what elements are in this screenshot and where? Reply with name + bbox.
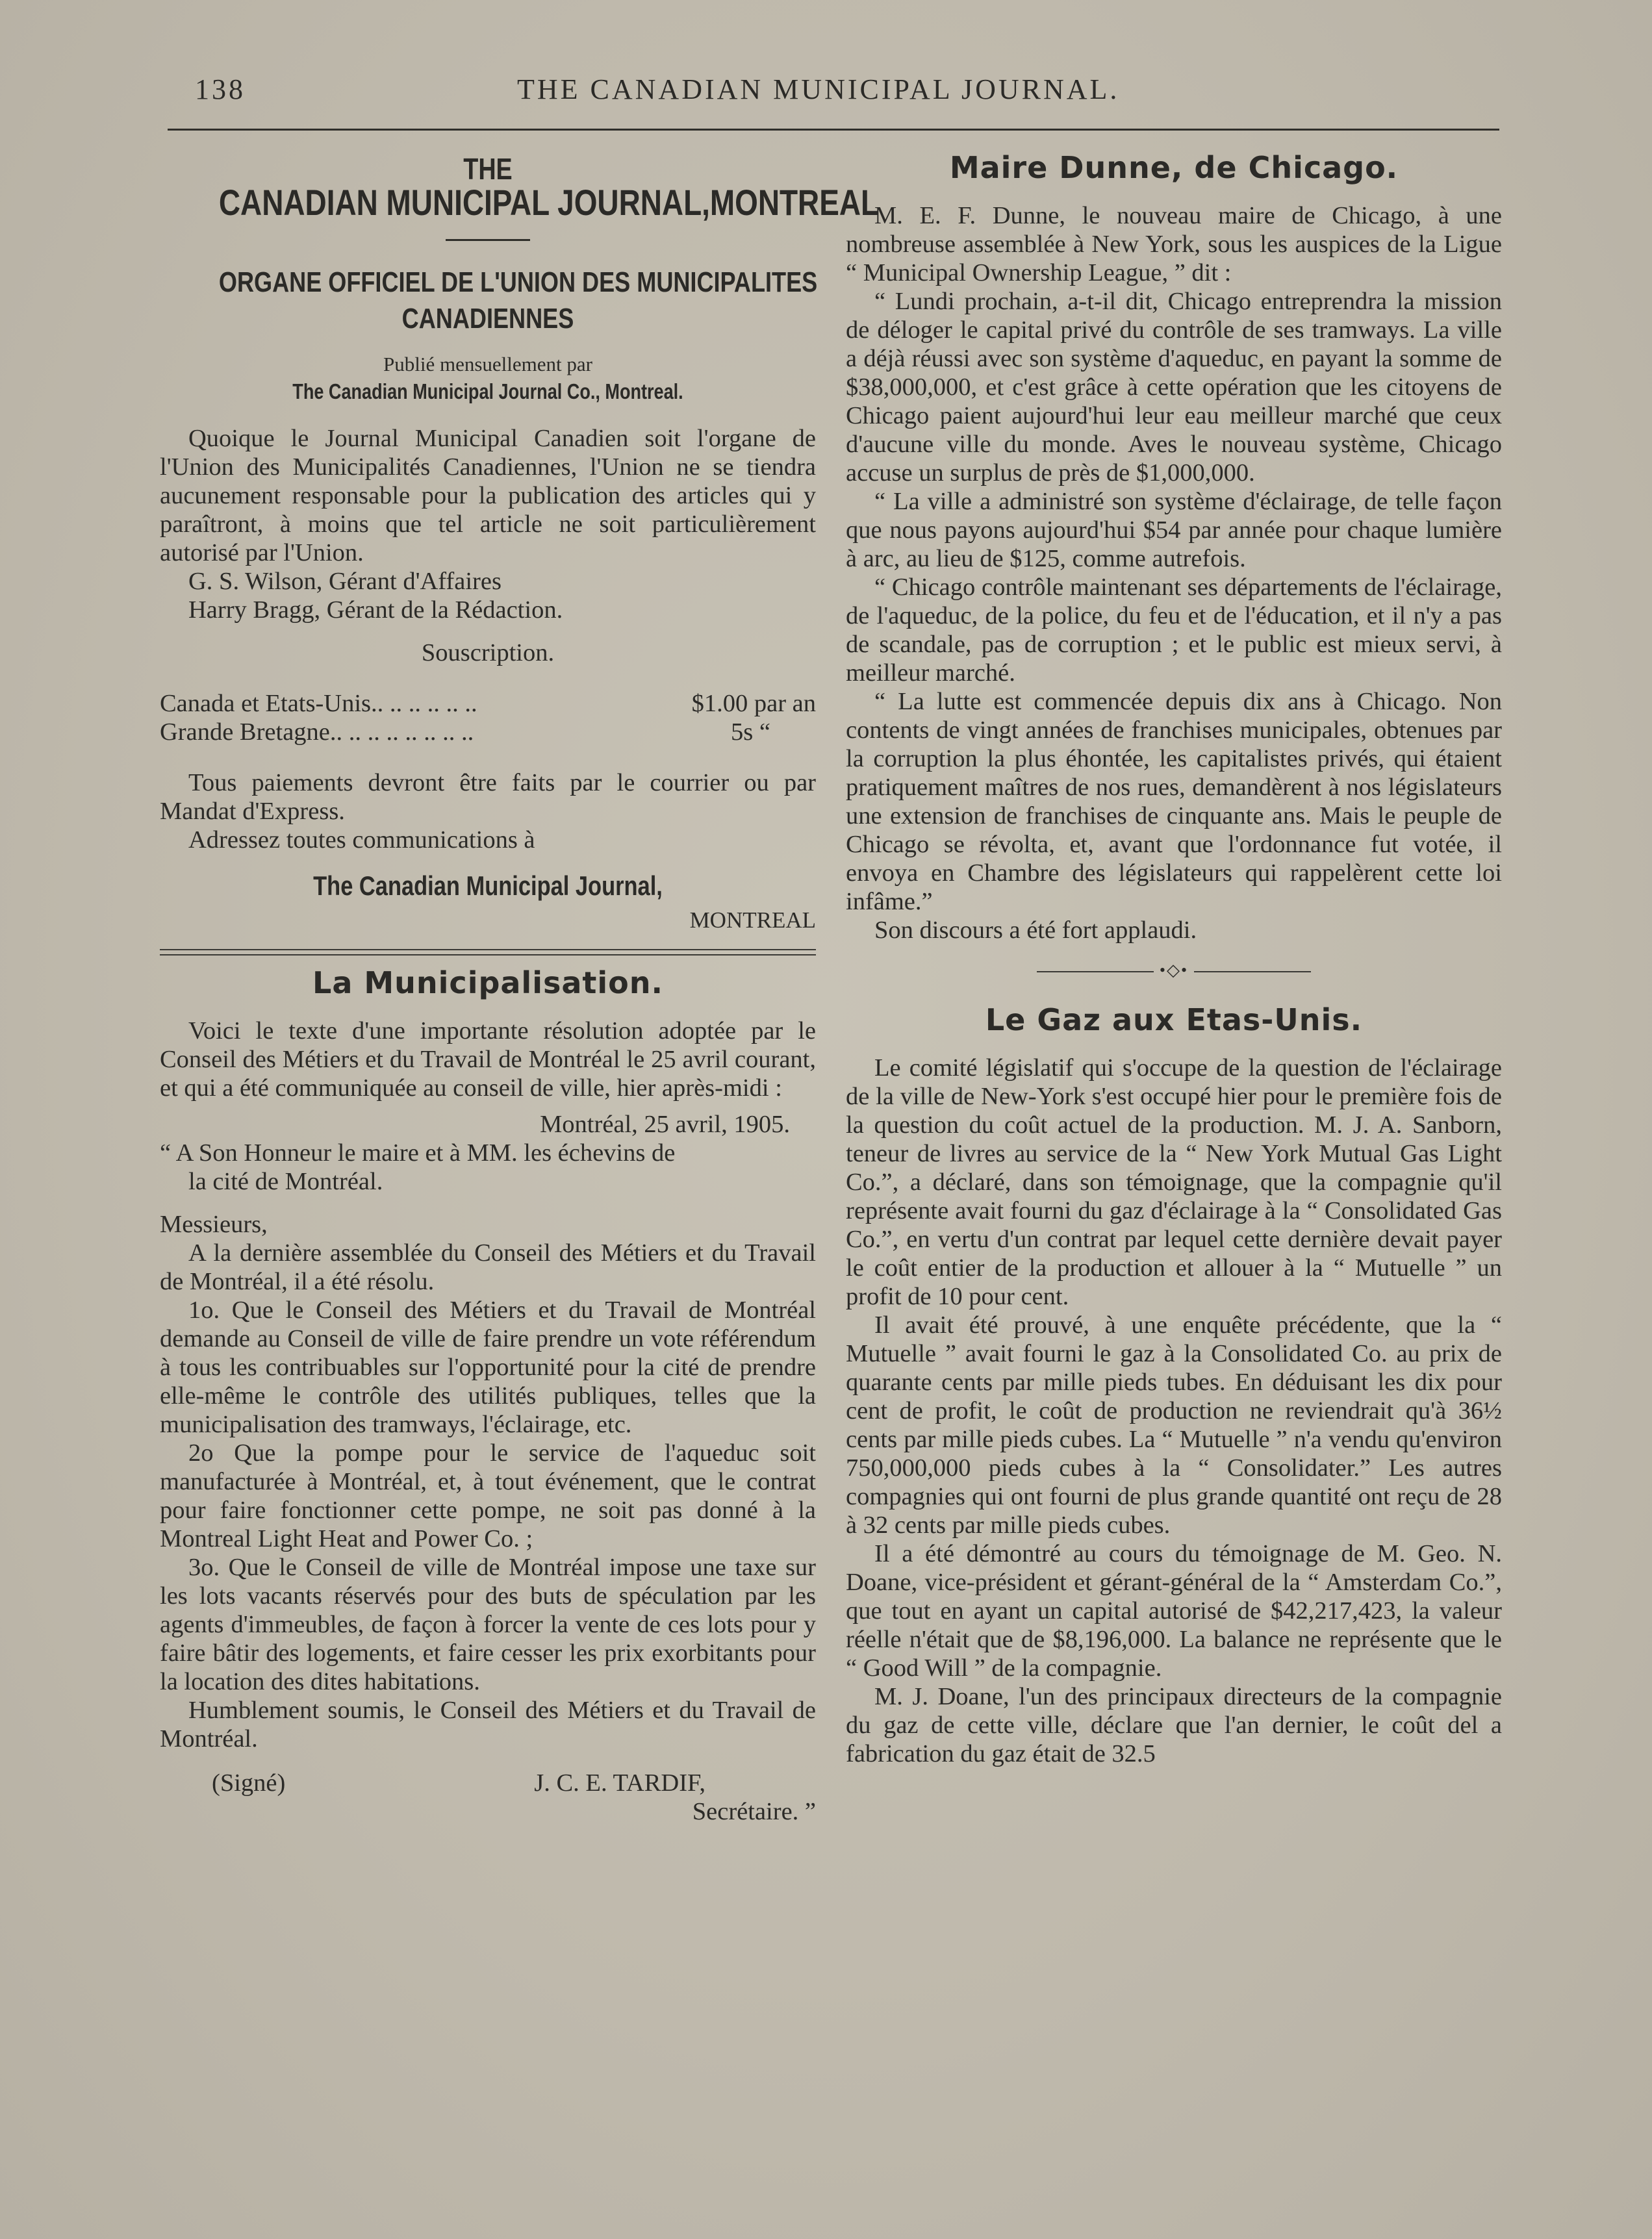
- ornament-glyph: •◇•: [1159, 961, 1189, 980]
- masthead-title: CANADIAN MUNICIPAL JOURNAL,MONTREAL: [218, 182, 880, 223]
- organ-line-2: CANADIENNES: [401, 303, 574, 335]
- gaz-p4: M. J. Doane, l'un des principaux directeurs de la compagnie du gaz de cette ville, déclare que l'an dernier, le coût del a fabrication du gaz était de 32.5: [846, 1683, 1502, 1767]
- dunne-p3: “ La ville a administré son système d'éclairage, de telle façon que nous payons aujourd'hui $54 par année pour chaque lumière à arc, au lieu de $125, comme autrefois.: [846, 488, 1502, 572]
- resolution-salutation-2: la cité de Montréal.: [188, 1168, 383, 1195]
- section-ornament: [846, 956, 1502, 985]
- resolution-salutation: “ A Son Honneur le maire et à MM. les échevins de: [160, 1139, 676, 1167]
- right-column: [846, 149, 1502, 1768]
- header-rule: [168, 129, 1499, 131]
- page-number: 138: [195, 73, 246, 105]
- gaz-p3: Il a été démontré au cours du témoignage de M. Geo. N. Doane, vice-président et gérant-général de la “ Amsterdam Co.”, que tout en ayant un capital autorisé de $42,217,423, la valeur réelle n'était que de $8,196,000. La balance ne représente que le “ Good Will ” de la compagnie.: [846, 1540, 1502, 1682]
- price-row-britain: [160, 718, 816, 746]
- left-column: [160, 149, 880, 1826]
- published-line: Publié mensuellement par: [383, 353, 592, 375]
- price-amount: $1.00 par an: [691, 690, 816, 717]
- masthead-rule: [446, 239, 530, 241]
- publisher-line: The Canadian Municipal Journal Co., Montreal.: [292, 379, 683, 403]
- organ-line-1: ORGANE OFFICIEL DE L'UNION DES MUNICIPALITES: [218, 266, 818, 298]
- dunne-p1: M. E. F. Dunne, le nouveau maire de Chicago, à une nombreuse assemblée à New York, sous les auspices de la Ligue “ Municipal Ownership League, ” dit :: [846, 202, 1502, 286]
- subscription-heading: Souscription.: [421, 639, 555, 666]
- address-name: The Canadian Municipal Journal,: [313, 870, 663, 901]
- ornament-line-right: [1194, 971, 1311, 972]
- signature-row: [160, 1769, 816, 1797]
- signer-name: J. C. E. TARDIF,: [534, 1769, 705, 1797]
- gaz-title: Le Gaz aux Etas-Unis.: [985, 1002, 1363, 1037]
- signer-title: Secrétaire. ”: [692, 1798, 816, 1825]
- masthead-the: THE: [463, 152, 513, 186]
- dunne-p2: “ Lundi prochain, a-t-il dit, Chicago entreprendra la mission de déloger le capital privé du contrôle de ses tramways. La ville a déjà réussi avec son système d'aqueduc, en payant la somme de $38,000,000, et c'est grâce à cette opération que les citoyens de Chicago paient aujourd'hui leur eau meilleur marché que ceux d'aucune ville du monde. Aves le nouveau système, Chicago accuse un surplus de près de $1,000,000.: [846, 288, 1502, 487]
- gaz-p2: Il avait été prouvé, à une enquête précédente, que la “ Mutuelle ” avait fourni le gaz à la Consolidated Co. au prix de quarante cents par mille pieds tubes. En déduisant les dix pour cent de profit, le coût de production ne reviendrait qu'à 36½ cents par mille pieds cubes. La “ Mutuelle ” n'a vendu qu'environ 750,000,000 pieds cubes à la “ Consolidater.” Les autres compagnies qui ont fourni de plus grande quantité ont reçu de 28 à 32 cents par mille pieds cubes.: [846, 1311, 1502, 1539]
- price-place: Canada et Etats-Unis.. .. .. .. .. ..: [160, 690, 477, 717]
- price-place: Grande Bretagne.. .. .. .. .. .. .. ..: [160, 718, 474, 746]
- gaz-p1: Le comité législatif qui s'occupe de la question de l'éclairage de la ville de New-York s'est occupé hier pour le première fois de la question du coût actuel de la production. M. J. A. Sanborn, teneur de livres au service de la “ New York Mutual Gas Light Co.”, a déclaré, dans son témoignage, que la compagnie qu'il représente avait fourni du gaz d'éclairage à la “ Consolidated Gas Co.”, en vertu d'un contrat par lequel cette dernière devait payer le coût entier de la production et allouer à la “ Mutuelle ” un profit de 10 pour cent.: [846, 1054, 1502, 1310]
- disclaimer-paragraph: Quoique le Journal Municipal Canadien soit l'organe de l'Union des Municipalités Canadiennes, l'Union ne se tiendra aucunement responsable pour la publication des articles qui y paraîtront, à moins que tel article ne soit particulièrement autorisé par l'Union.: [160, 425, 816, 566]
- ornament-line-left: [1037, 971, 1154, 972]
- municipalisation-intro: Voici le texte d'une importante résolution adoptée par le Conseil des Métiers et du Travail de Montréal le 25 avril courant, et qui a été communiquée au conseil de ville, hier après-midi :: [160, 1017, 816, 1102]
- municipalisation-title: La Municipalisation.: [312, 965, 663, 1000]
- resolution-p4: 3o. Que le Conseil de ville de Montréal impose une taxe sur les lots vacants réservés pour des buts de spéculation par les agents d'immeubles, de façon à forcer la vente de ces lots pour y faire bâtir des logements, et faire cesser les prix exorbitants pour la location des dites habitations.: [160, 1554, 816, 1695]
- dunne-p6: Son discours a été fort applaudi.: [874, 917, 1197, 944]
- resolution-p2: 1o. Que le Conseil des Métiers et du Travail de Montréal demande au Conseil de ville de faire prendre un vote référendum à tous les contribuables sur l'opportunité pour la cité de prendre elle-même le contrôle des utilités publiques, telles que la municipalisation des tramways, l'éclairage, etc.: [160, 1297, 816, 1438]
- dunne-p4: “ Chicago contrôle maintenant ses départements de l'éclairage, de l'aqueduc, de la police, du feu et de l'éducation, et il n'y a pas de scandale, pas de corruption ; et le public est mieux servi, à meilleur marché.: [846, 574, 1502, 687]
- resolution-dateline: Montréal, 25 avril, 1905.: [540, 1111, 790, 1138]
- section-double-rule: [160, 949, 816, 955]
- price-row-canada: [160, 689, 816, 718]
- running-title: THE CANADIAN MUNICIPAL JOURNAL.: [517, 73, 1120, 105]
- business-manager: G. S. Wilson, Gérant d'Affaires: [188, 568, 502, 595]
- signed-label: (Signé): [212, 1769, 286, 1797]
- resolution-messieurs: Messieurs,: [160, 1211, 268, 1238]
- address-intro: Adressez toutes communications à: [188, 826, 535, 854]
- running-header: [195, 73, 1488, 118]
- payment-paragraph: Tous paiements devront être faits par le courrier ou par Mandat d'Express.: [160, 769, 816, 825]
- editor-line: Harry Bragg, Gérant de la Rédaction.: [188, 596, 563, 624]
- price-amount: 5s “: [731, 718, 770, 746]
- resolution-p3: 2o Que la pompe pour le service de l'aqueduc soit manufacturée à Montréal, et, à tout événement, que le contrat pour faire fonctionner cette pompe, ne soit pas donné à la Montreal Light Heat and Power Co. ;: [160, 1439, 816, 1552]
- dunne-p5: “ La lutte est commencée depuis dix ans à Chicago. Non contents de vingt années de franchises municipales, obtenues par la corruption la plus éhontée, les capitalistes privés, qui étaient pratiquement maîtres de nos rues, demandèrent à nos législateurs une extension de franchises de cinquante ans. Mais le peuple de Chicago se révolta, et, avant que l'ordonnance fut votée, il envoya en Chambre des législateurs qui rappelèrent cette loi infâme.”: [846, 688, 1502, 915]
- resolution-p1: A la dernière assemblée du Conseil des Métiers et du Travail de Montréal, il a été résolu.: [160, 1239, 816, 1295]
- dunne-title: Maire Dunne, de Chicago.: [949, 150, 1399, 185]
- resolution-p5: Humblement soumis, le Conseil des Métiers et du Travail de Montréal.: [160, 1697, 816, 1752]
- address-city: MONTREAL: [689, 907, 816, 933]
